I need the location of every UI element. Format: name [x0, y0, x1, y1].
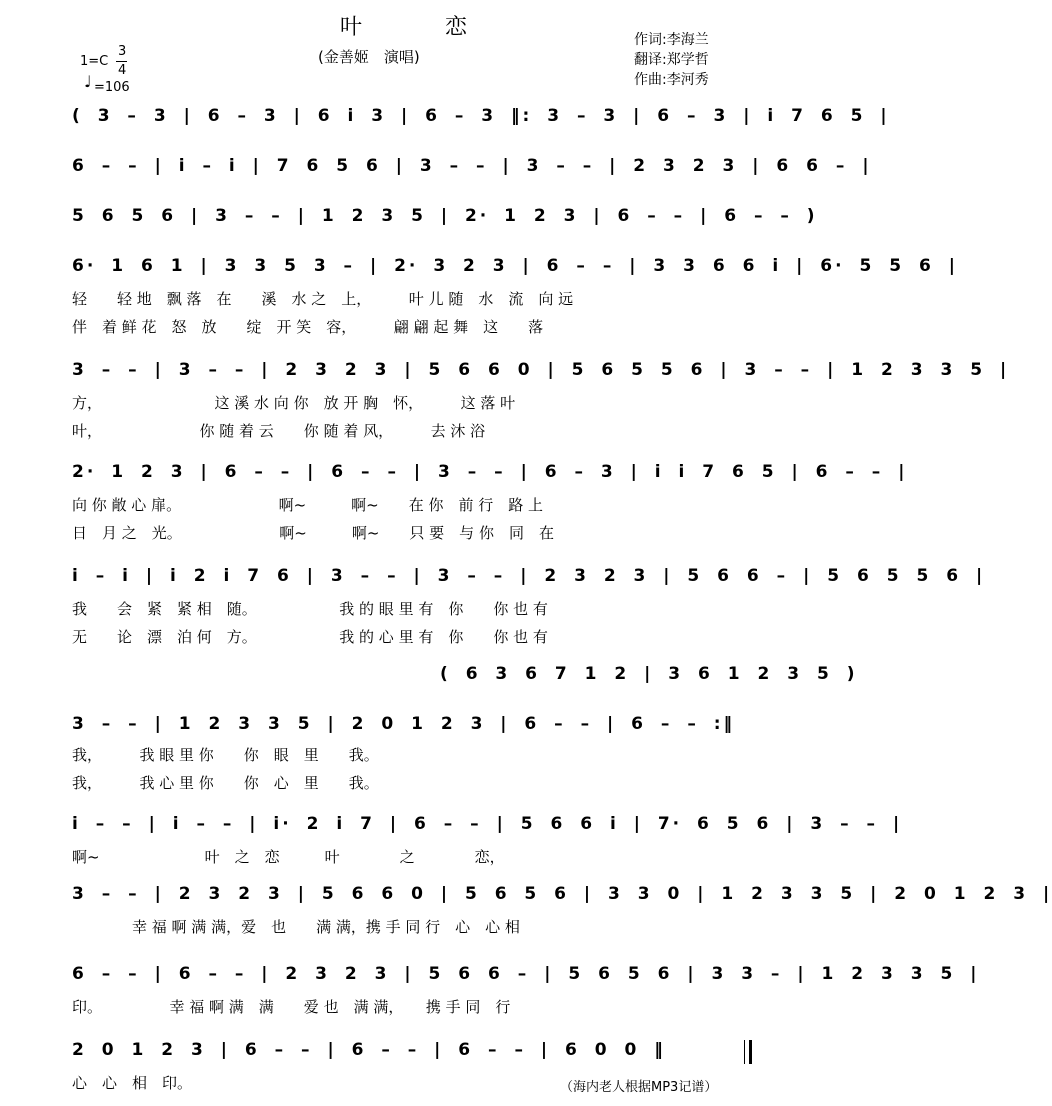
- lyric-line: 方， 这 溪 水 向 你 放 开 胸 怀， 这 落 叶: [72, 394, 516, 412]
- notation-line: 2· 1 2 3 | 6 – – | 6 – – | 3 – – | 6 – 3 | i i 7 6 5 | 6 – – |: [72, 462, 908, 482]
- notation-line: 3 – – | 2 3 2 3 | 5 6 6 0 | 5 6 5 6 | 3 3 0 | 1 2 3 3 5 | 2 0 1 2 3 |: [72, 884, 1052, 904]
- final-barline: [744, 1040, 752, 1064]
- notation-line: 3 – – | 1 2 3 3 5 | 2 0 1 2 3 | 6 – – | 6 – – :‖: [72, 714, 736, 734]
- credit-translator: 翻译:郑学哲: [634, 52, 709, 68]
- credit-lyricist: 作词:李海兰: [634, 32, 709, 48]
- lyric-line: 我， 我 心 里 你 你 心 里 我。: [72, 774, 379, 792]
- notation-row: [0, 152, 872, 186]
- notation-line: 2 0 1 2 3 | 6 – – | 6 – – | 6 – – | 6 0 0 ‖: [72, 1040, 666, 1060]
- transcriber-note: （海内老人根据MP3记谱）: [560, 1080, 718, 1095]
- time-denominator: 4: [118, 63, 127, 78]
- time-numerator: 3: [118, 44, 127, 59]
- notation-line: i – i | i 2 i 7 6 | 3 – – | 3 – – | 2 3 2 3 | 5 6 6 – | 5 6 5 5 6 |: [72, 566, 986, 586]
- notation-line: ( 6 3 6 7 1 2 | 3 6 1 2 3 5 ): [440, 664, 858, 684]
- notation-row: [0, 458, 908, 492]
- credit-composer: 作曲:李河秀: [634, 72, 709, 88]
- lyric-line: 心 心 相 印。: [72, 1074, 193, 1092]
- notation-row: [0, 880, 1052, 914]
- notation-row: [0, 1036, 820, 1070]
- notation-row: [0, 660, 858, 694]
- notation-line: ( 3 – 3 | 6 – 3 | 6 i 3 | 6 – 3 ‖: 3 – 3 | 6 – 3 | i 7 6 5 |: [72, 106, 890, 126]
- notation-line: 6 – – | 6 – – | 2 3 2 3 | 5 6 6 – | 5 6 5 6 | 3 3 – | 1 2 3 3 5 |: [72, 964, 980, 984]
- lyric-line: 伴 着 鲜 花 怒 放 绽 开 笑 容， 翩 翩 起 舞 这 落: [72, 318, 544, 336]
- notation-row: [0, 710, 820, 744]
- notation-row: [0, 356, 1010, 390]
- lyric-line: 叶， 你 随 着 云 你 随 着 风， 去 沐 浴: [72, 422, 486, 440]
- notation-line: 6· 1 6 1 | 3 3 5 3 – | 2· 3 2 3 | 6 – – | 3 3 6 6 i | 6· 5 5 6 |: [72, 256, 958, 276]
- lyric-line: 我 会 紧 紧 相 随。 我 的 眼 里 有 你 你 也 有: [72, 600, 548, 618]
- notation-row: [0, 202, 820, 236]
- notation-line: 6 – – | i – i | 7 6 5 6 | 3 – – | 3 – – | 2 3 2 3 | 6 6 – |: [72, 156, 872, 176]
- key-signature: 1=C: [80, 54, 109, 69]
- lyric-line: 我， 我 眼 里 你 你 眼 里 我。: [72, 746, 379, 764]
- notation-line: 3 – – | 3 – – | 2 3 2 3 | 5 6 6 0 | 5 6 5 5 6 | 3 – – | 1 2 3 3 5 |: [72, 360, 1010, 380]
- notation-row: [0, 102, 890, 136]
- notation-row: [0, 562, 986, 596]
- quarter-note-icon: ♩: [84, 72, 92, 91]
- song-subtitle: (金善姬 演唱): [318, 48, 420, 66]
- lyric-line: 向 你 敞 心 扉。 啊~ 啊~ 在 你 前 行 路 上: [72, 496, 544, 514]
- lyric-line: 幸 福 啊 满 满，爱 也 满 满，携 手 同 行 心 心 相: [72, 918, 520, 936]
- tempo-marking: =106: [94, 80, 130, 95]
- song-title: 叶 恋: [340, 15, 505, 40]
- notation-line: i – – | i – – | i· 2 i 7 | 6 – – | 5 6 6 i | 7· 6 5 6 | 3 – – |: [72, 814, 903, 834]
- lyric-line: 印。 幸 福 啊 满 满 爱 也 满 满， 携 手 同 行: [72, 998, 511, 1016]
- notation-row: [0, 810, 903, 844]
- notation-line: 5 6 5 6 | 3 – – | 1 2 3 5 | 2· 1 2 3 | 6 – – | 6 – – ): [72, 206, 818, 226]
- lyric-line: 轻 轻 地 飘 落 在 溪 水 之 上， 叶 儿 随 水 流 向 远: [72, 290, 574, 308]
- lyric-line: 日 月 之 光。 啊~ 啊~ 只 要 与 你 同 在: [72, 524, 554, 542]
- lyric-line: 无 论 漂 泊 何 方。 我 的 心 里 有 你 你 也 有: [72, 628, 548, 646]
- lyric-line: 啊~ 叶 之 恋 叶 之 恋，: [72, 848, 505, 866]
- notation-row: [0, 960, 980, 994]
- notation-row: [0, 252, 958, 286]
- time-divider: [116, 61, 127, 62]
